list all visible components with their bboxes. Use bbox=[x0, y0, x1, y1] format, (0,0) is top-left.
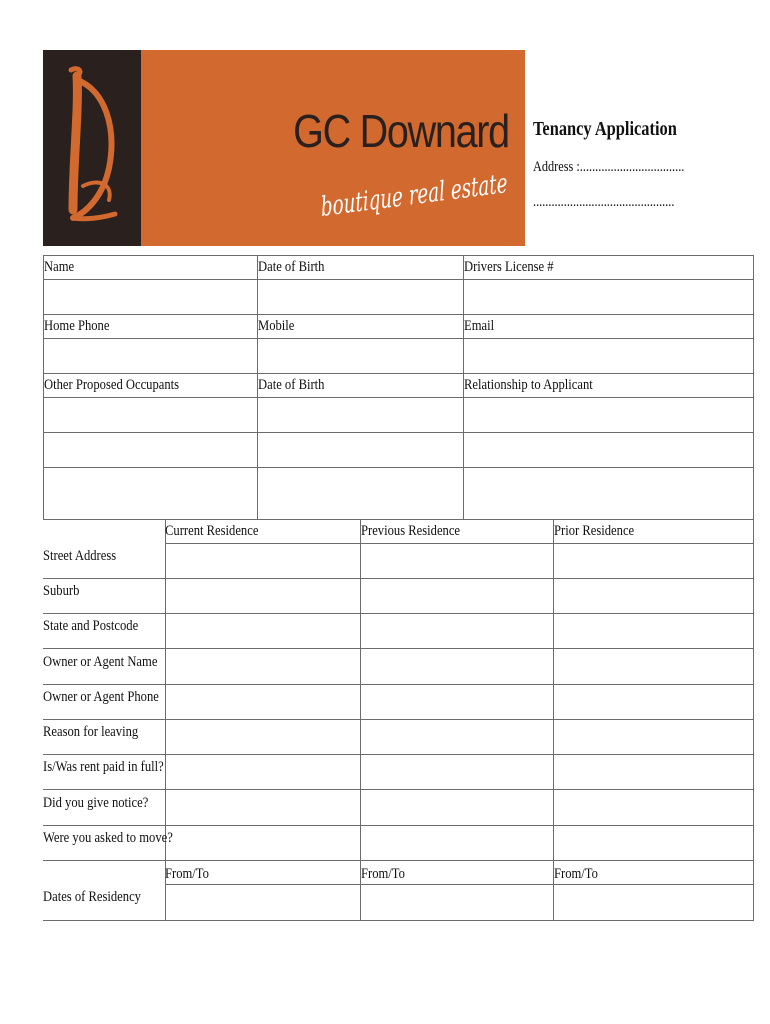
previous-residence-cell[interactable] bbox=[361, 826, 553, 860]
current-residence-cell[interactable] bbox=[166, 826, 360, 860]
state-postcode-label: State and Postcode bbox=[43, 618, 139, 634]
occupant-date-of-birth-label: Date of Birth bbox=[258, 377, 325, 393]
previous-residence-cell[interactable] bbox=[361, 885, 553, 920]
current-residence-cell[interactable] bbox=[166, 720, 360, 754]
name-label: Name bbox=[44, 259, 75, 275]
current-residence-cell[interactable] bbox=[166, 685, 360, 719]
occupant-name-field[interactable] bbox=[44, 433, 257, 467]
document-title: Tenancy Application bbox=[533, 118, 677, 140]
date-of-birth-label: Date of Birth bbox=[258, 259, 325, 275]
owner-agent-name-label: Owner or Agent Name bbox=[43, 654, 158, 670]
occupant-relationship-field[interactable] bbox=[464, 433, 753, 467]
previous-residence-cell[interactable] bbox=[361, 614, 553, 648]
from-to-label: From/To bbox=[361, 866, 405, 882]
previous-residence-cell[interactable] bbox=[361, 755, 553, 789]
previous-residence-cell[interactable] bbox=[361, 685, 553, 719]
prior-residence-cell[interactable] bbox=[554, 755, 753, 789]
name-field[interactable] bbox=[44, 280, 257, 314]
rent-paid-label: Is/Was rent paid in full? bbox=[43, 759, 164, 775]
gave-notice-label: Did you give notice? bbox=[43, 795, 149, 811]
home-phone-field[interactable] bbox=[44, 339, 257, 373]
suburb-label: Suburb bbox=[43, 583, 80, 599]
prior-residence-cell[interactable] bbox=[554, 826, 753, 860]
prior-residence-cell[interactable] bbox=[554, 614, 753, 648]
previous-residence-cell[interactable] bbox=[361, 720, 553, 754]
prior-residence-cell[interactable] bbox=[554, 790, 753, 825]
prior-residence-cell[interactable] bbox=[554, 720, 753, 754]
home-phone-label: Home Phone bbox=[44, 318, 110, 334]
occupant-name-field[interactable] bbox=[44, 398, 257, 432]
current-residence-cell[interactable] bbox=[166, 790, 360, 825]
address-line[interactable]: Address :.................................. bbox=[533, 159, 685, 175]
logo-d-icon bbox=[43, 50, 141, 246]
occupant-dob-field[interactable] bbox=[258, 468, 463, 519]
current-residence-header: Current Residence bbox=[165, 523, 259, 539]
previous-residence-cell[interactable] bbox=[361, 579, 553, 613]
email-field[interactable] bbox=[464, 339, 753, 373]
previous-residence-cell[interactable] bbox=[361, 544, 553, 578]
from-to-label: From/To bbox=[554, 866, 598, 882]
mobile-label: Mobile bbox=[258, 318, 295, 334]
current-residence-cell[interactable] bbox=[166, 649, 360, 684]
previous-residence-header: Previous Residence bbox=[361, 523, 461, 539]
occupant-relationship-field[interactable] bbox=[464, 468, 753, 519]
prior-residence-cell[interactable] bbox=[554, 544, 753, 578]
address-line-continued[interactable]: .............................................. bbox=[533, 194, 675, 210]
previous-residence-cell[interactable] bbox=[361, 649, 553, 684]
prior-residence-cell[interactable] bbox=[554, 649, 753, 684]
street-address-label: Street Address bbox=[43, 548, 117, 564]
brand-name: GC Downard bbox=[293, 105, 509, 157]
date-of-birth-field[interactable] bbox=[258, 280, 463, 314]
drivers-license-field[interactable] bbox=[464, 280, 753, 314]
asked-to-move-label: Were you asked to move? bbox=[43, 830, 173, 846]
prior-residence-cell[interactable] bbox=[554, 685, 753, 719]
company-logo bbox=[43, 50, 525, 246]
prior-residence-cell[interactable] bbox=[554, 885, 753, 920]
occupant-name-field[interactable] bbox=[44, 468, 257, 519]
brand-tagline: boutique real estate bbox=[319, 168, 508, 223]
prior-residence-cell[interactable] bbox=[554, 579, 753, 613]
current-residence-cell[interactable] bbox=[166, 544, 360, 578]
occupant-dob-field[interactable] bbox=[258, 398, 463, 432]
prior-residence-header: Prior Residence bbox=[554, 523, 635, 539]
current-residence-cell[interactable] bbox=[166, 885, 360, 920]
reason-for-leaving-label: Reason for leaving bbox=[43, 724, 139, 740]
from-to-label: From/To bbox=[165, 866, 209, 882]
logo-banner bbox=[141, 50, 525, 246]
current-residence-cell[interactable] bbox=[166, 579, 360, 613]
current-residence-cell[interactable] bbox=[166, 614, 360, 648]
logo-monogram bbox=[43, 50, 141, 246]
owner-agent-phone-label: Owner or Agent Phone bbox=[43, 689, 159, 705]
current-residence-cell[interactable] bbox=[166, 755, 360, 789]
relationship-label: Relationship to Applicant bbox=[464, 377, 593, 393]
dates-of-residency-label: Dates of Residency bbox=[43, 889, 141, 905]
previous-residence-cell[interactable] bbox=[361, 790, 553, 825]
occupant-relationship-field[interactable] bbox=[464, 398, 753, 432]
occupant-dob-field[interactable] bbox=[258, 433, 463, 467]
email-label: Email bbox=[464, 318, 495, 334]
mobile-field[interactable] bbox=[258, 339, 463, 373]
drivers-license-label: Drivers License # bbox=[464, 259, 554, 275]
other-occupants-label: Other Proposed Occupants bbox=[44, 377, 180, 393]
